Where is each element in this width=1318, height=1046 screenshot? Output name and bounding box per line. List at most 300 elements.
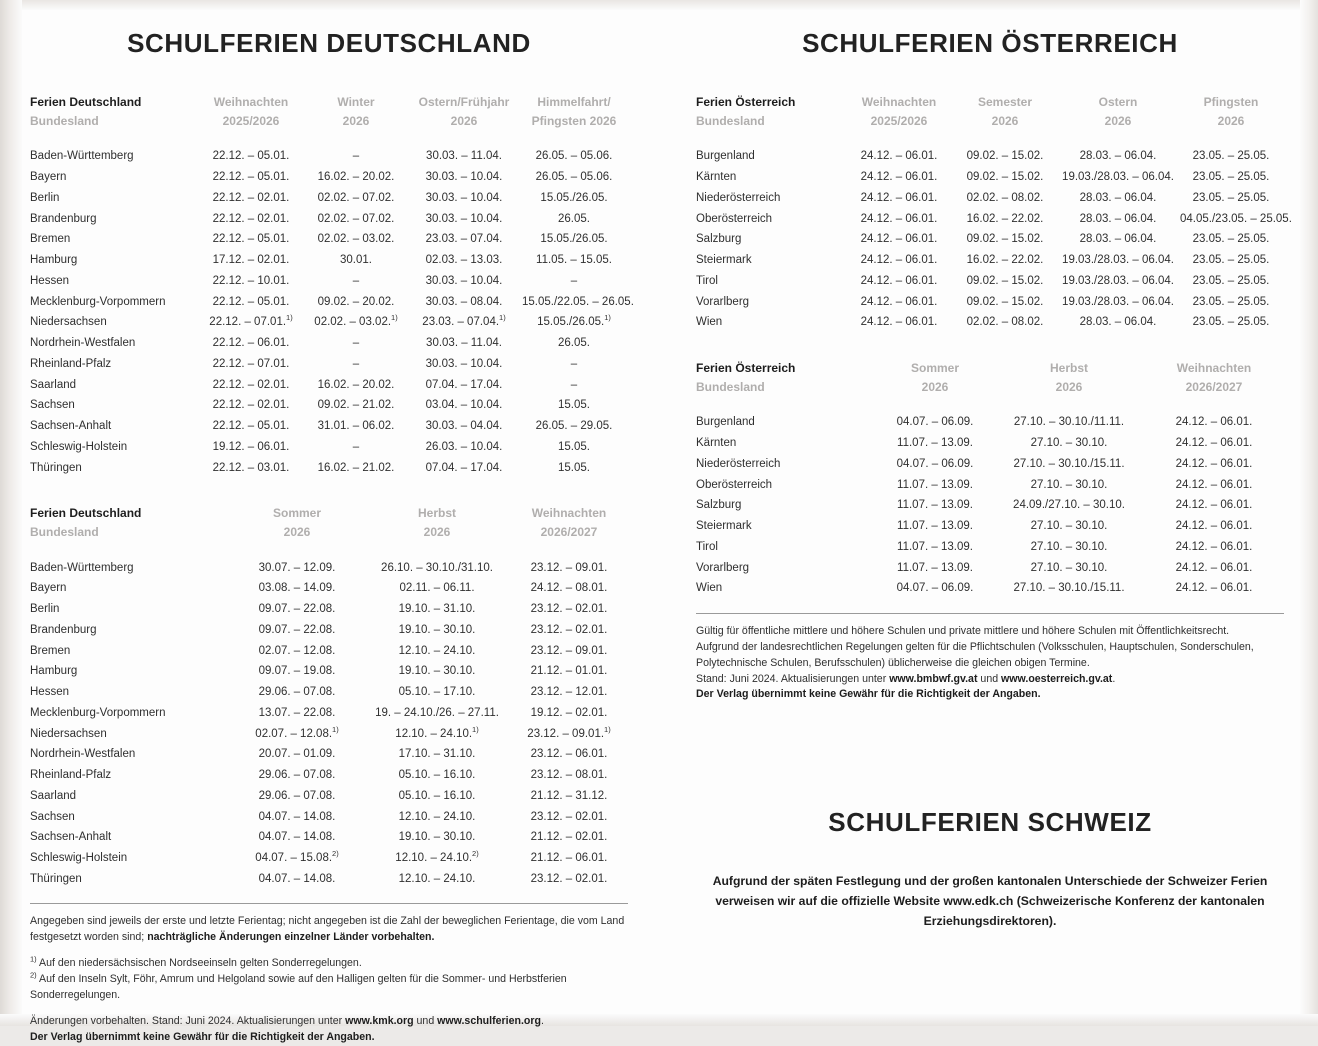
cell-date-3: 30.03. – 11.04. bbox=[426, 337, 502, 350]
header-label: Weihnachten bbox=[1176, 360, 1252, 375]
table-row bbox=[696, 188, 1284, 209]
cell-date-1: 29.06. – 07.08. bbox=[258, 686, 336, 699]
germany-section bbox=[30, 28, 634, 1046]
cell-date-2: 09.02. – 15.02. bbox=[966, 150, 1044, 163]
header-cell-ostern bbox=[1058, 93, 1178, 134]
cell-date-1: 30.07. – 12.09. bbox=[258, 561, 336, 574]
table-row bbox=[30, 599, 628, 620]
table-row bbox=[30, 437, 628, 458]
cell-bundesland: Mecklenburg-Vorpommern bbox=[30, 295, 166, 308]
cell-date-3: 03.04. – 10.04. bbox=[425, 399, 503, 412]
cell-date-3: 23.12. – 12.01. bbox=[530, 686, 608, 699]
cell-date-2: 27.10. – 30.10. bbox=[1030, 520, 1108, 533]
table-spacer bbox=[696, 333, 1284, 359]
cell-date-1: 17.12. – 02.01. bbox=[212, 254, 290, 267]
table-row bbox=[30, 723, 628, 744]
cell-date-2: – bbox=[352, 274, 360, 287]
cell-bundesland: Schleswig-Holstein bbox=[30, 440, 128, 453]
cell-date-1: 04.07. – 15.08.$^{2)}$ bbox=[255, 849, 339, 865]
cell-date-3: 19.03./28.03. – 06.04. bbox=[1062, 254, 1174, 267]
table-row bbox=[30, 250, 628, 271]
table-row bbox=[30, 786, 628, 807]
cell-date-3: 28.03. – 06.04. bbox=[1079, 316, 1157, 329]
cell-date-2: 30.01. bbox=[340, 254, 372, 267]
table-row bbox=[30, 682, 628, 703]
cell-date-4: 15.05./26.05. bbox=[540, 233, 608, 246]
table-row bbox=[696, 229, 1284, 250]
table-row bbox=[696, 495, 1284, 516]
cell-bundesland: Rheinland-Pfalz bbox=[30, 357, 112, 370]
germany-footnote-2 bbox=[30, 972, 628, 1004]
table-row bbox=[30, 869, 628, 890]
cell-date-3: 21.12. – 02.01. bbox=[530, 831, 608, 844]
header-cell-bundesland bbox=[696, 93, 846, 134]
header-cell-herbst bbox=[994, 359, 1144, 400]
cell-date-3: 24.12. – 06.01. bbox=[1175, 540, 1253, 553]
cell-bundesland: Nordrhein-Westfalen bbox=[30, 337, 136, 350]
header-label: Ostern/Frühjahr bbox=[418, 95, 510, 109]
footnote-marker: 2) bbox=[472, 849, 479, 859]
header-year: 2026 bbox=[1217, 113, 1245, 128]
cell-bundesland: Brandenburg bbox=[30, 623, 97, 636]
germany-note-stand bbox=[30, 1014, 628, 1030]
cell-date-3: 30.03. – 10.04. bbox=[425, 171, 503, 184]
cell-date-2: 16.02. – 20.02. bbox=[317, 378, 395, 391]
cell-date-4: 15.05./26.05. bbox=[540, 191, 608, 204]
cell-date-1: 11.07. – 13.09. bbox=[897, 499, 973, 512]
cell-date-4: 15.05./22.05. – 26.05. bbox=[522, 295, 634, 308]
cell-date-2: 09.02. – 21.02. bbox=[317, 399, 395, 412]
table-row bbox=[696, 312, 1284, 333]
cell-date-1: 02.07. – 12.08.$^{1)}$ bbox=[255, 724, 339, 740]
cell-bundesland: Schleswig-Holstein bbox=[30, 852, 128, 865]
cell-date-3: 19.03./28.03. – 06.04. bbox=[1062, 274, 1174, 287]
cell-date-3: 30.03. – 10.04. bbox=[425, 212, 503, 225]
cell-bundesland: Baden-Württemberg bbox=[30, 150, 134, 163]
header-cell-sommer bbox=[876, 359, 994, 400]
table-spacer bbox=[30, 478, 628, 504]
header-year: 2026/2027 bbox=[540, 524, 598, 539]
cell-date-4: – bbox=[570, 378, 578, 391]
header-year: 2026 bbox=[342, 113, 370, 128]
header-label: Herbst bbox=[1049, 360, 1088, 375]
cell-bundesland: Salzburg bbox=[696, 499, 742, 512]
table-row bbox=[30, 374, 628, 395]
header-year: 2026 bbox=[921, 379, 949, 394]
table-row bbox=[30, 395, 628, 416]
cell-date-1: 13.07. – 22.08. bbox=[258, 706, 336, 719]
cell-bundesland: Nordrhein-Westfalen bbox=[30, 748, 136, 761]
cell-date-2: 27.10. – 30.10. bbox=[1030, 478, 1108, 491]
cell-date-1: 22.12. – 05.01. bbox=[212, 295, 290, 308]
cell-date-3: 24.12. – 06.01. bbox=[1175, 416, 1253, 429]
cell-date-3: 21.12. – 06.01. bbox=[530, 852, 608, 865]
cell-bundesland: Hamburg bbox=[30, 254, 78, 267]
kmk-link[interactable]: www.kmk.org bbox=[345, 1014, 414, 1027]
cell-date-2: 09.02. – 15.02. bbox=[966, 233, 1044, 246]
header-label: Semester bbox=[977, 95, 1033, 109]
cell-date-3: 28.03. – 06.04. bbox=[1079, 150, 1157, 163]
table-row bbox=[696, 291, 1284, 312]
header-cell-himmelfahrt bbox=[520, 93, 628, 134]
cell-date-3: 28.03. – 06.04. bbox=[1079, 233, 1157, 246]
cell-date-3: 19.03./28.03. – 06.04. bbox=[1062, 295, 1174, 308]
cell-bundesland: Tirol bbox=[696, 540, 718, 553]
table-header-row bbox=[696, 93, 1284, 134]
cell-date-2: 02.11. – 06.11. bbox=[399, 582, 475, 595]
austria-table-winter-body bbox=[696, 146, 1292, 333]
table-header-row bbox=[30, 93, 628, 134]
cell-date-2: 26.10. – 30.10./31.10. bbox=[381, 561, 493, 574]
cell-date-1: 22.12. – 05.01. bbox=[212, 233, 290, 246]
cell-date-2: 16.02. – 20.02. bbox=[317, 171, 395, 184]
bmbwf-link[interactable]: www.bmbwf.gv.at bbox=[889, 672, 978, 685]
cell-bundesland: Oberösterreich bbox=[696, 478, 773, 491]
footnote-text-2: Auf den Inseln Sylt, Föhr, Amrum und Helgoland sowie auf den Halligen gelten für die Sommer- und Herbstferien Sonderregelungen. bbox=[30, 973, 567, 1001]
cell-date-3: 30.03. – 10.04. bbox=[425, 191, 503, 204]
cell-date-3: 24.12. – 06.01. bbox=[1175, 499, 1253, 512]
footnote-marker-1: 1) bbox=[30, 954, 37, 964]
austria-section bbox=[696, 28, 1292, 932]
cell-date-1: 09.07. – 22.08. bbox=[258, 603, 336, 616]
header-title-line1: Ferien Österreich bbox=[696, 95, 796, 109]
cell-date-1: 09.07. – 19.08. bbox=[258, 665, 336, 678]
cell-date-4: – bbox=[570, 357, 578, 370]
cell-date-3: 02.03. – 13.03. bbox=[425, 254, 503, 267]
germany-table-summer-body bbox=[30, 557, 628, 889]
cell-bundesland: Sachsen-Anhalt bbox=[30, 420, 112, 433]
cell-date-3: 23.12. – 02.01. bbox=[530, 810, 608, 823]
header-label: Sommer bbox=[272, 506, 322, 521]
table-row bbox=[696, 146, 1284, 167]
cell-date-3: 23.12. – 06.01. bbox=[530, 748, 608, 761]
header-year: 2026 bbox=[1104, 113, 1132, 128]
cell-date-2: 02.02. – 08.02. bbox=[966, 191, 1044, 204]
cell-date-2: 05.10. – 16.10. bbox=[398, 769, 476, 782]
oesterreich-link[interactable]: www.oesterreich.gv.at bbox=[1001, 672, 1113, 685]
cell-date-3: 21.12. – 31.12. bbox=[530, 789, 608, 802]
cell-date-2: 02.02. – 08.02. bbox=[966, 316, 1044, 329]
cell-date-2: 19. – 24.10./26. – 27.11. bbox=[375, 706, 499, 719]
cell-date-3: 23.12. – 08.01. bbox=[530, 769, 608, 782]
table-row bbox=[30, 312, 628, 333]
cell-bundesland: Tirol bbox=[696, 274, 718, 287]
cell-date-3: 30.03. – 04.04. bbox=[425, 420, 503, 433]
cell-date-2: 02.02. – 07.02. bbox=[317, 212, 395, 225]
cell-date-4: 23.05. – 25.05. bbox=[1192, 191, 1270, 204]
cell-bundesland: Niedersachsen bbox=[30, 316, 107, 329]
stand-plain-1: Stand: Juni 2024. Aktualisierungen unter bbox=[696, 672, 890, 685]
table-row bbox=[696, 474, 1284, 495]
cell-date-1: 20.07. – 01.09. bbox=[258, 748, 336, 761]
cell-date-1: 02.07. – 12.08. bbox=[258, 644, 336, 657]
cell-date-1: 04.07. – 06.09. bbox=[896, 416, 974, 429]
cell-date-1: 24.12. – 06.01. bbox=[860, 254, 938, 267]
cell-date-4: 26.05. bbox=[558, 212, 590, 225]
cell-date-1: 04.07. – 14.08. bbox=[258, 872, 336, 885]
table-row bbox=[696, 433, 1284, 454]
header-cell-weihnachten bbox=[510, 504, 628, 545]
cell-date-3: 26.03. – 10.04. bbox=[425, 440, 503, 453]
cell-date-1: 22.12. – 06.01. bbox=[212, 337, 290, 350]
footnote-marker: 1) bbox=[499, 313, 506, 323]
table-row bbox=[30, 291, 628, 312]
header-label: Weihnachten bbox=[213, 95, 289, 109]
header-cell-weihnachten bbox=[198, 93, 304, 134]
table-row bbox=[30, 661, 628, 682]
cell-bundesland: Wien bbox=[696, 582, 723, 595]
cell-date-2: 09.02. – 15.02. bbox=[966, 274, 1044, 287]
header-title-line1: Ferien Deutschland bbox=[30, 506, 142, 521]
stand-plain-2: und bbox=[413, 1014, 438, 1027]
cell-date-1: 11.07. – 13.09. bbox=[897, 437, 973, 450]
cell-date-2: 27.10. – 30.10./11.11. bbox=[1013, 416, 1125, 429]
header-cell-bundesland bbox=[30, 93, 198, 134]
cell-date-3: 28.03. – 06.04. bbox=[1079, 191, 1157, 204]
cell-bundesland: Steiermark bbox=[696, 520, 752, 533]
cell-date-3: 24.12. – 06.01. bbox=[1175, 582, 1253, 595]
note-intro-plain: Angegeben sind jeweils der erste und letzte Ferientag; nicht angegeben ist die Zahl der beweglichen Ferientage, die vom Land festgesetzt worden sind; bbox=[30, 915, 625, 944]
cell-date-3: 19.12. – 02.01. bbox=[530, 706, 608, 719]
cell-date-2: – bbox=[352, 440, 360, 453]
header-label: Weihnachten bbox=[531, 506, 607, 521]
cell-bundesland: Oberösterreich bbox=[696, 212, 773, 225]
header-cell-bundesland bbox=[30, 504, 230, 545]
cell-date-1: 22.12. – 05.01. bbox=[212, 171, 290, 184]
header-title-line2: Bundesland bbox=[30, 113, 99, 128]
cell-date-3: 24.12. – 06.01. bbox=[1175, 437, 1253, 450]
table-row bbox=[696, 516, 1284, 537]
cell-date-1: 22.12. – 02.01. bbox=[212, 378, 290, 391]
cell-bundesland: Kärnten bbox=[696, 437, 737, 450]
cell-date-3: 24.12. – 06.01. bbox=[1175, 478, 1253, 491]
cell-date-3: 23.12. – 02.01. bbox=[530, 603, 608, 616]
cell-date-2: 27.10. – 30.10./15.11. bbox=[1013, 582, 1125, 595]
table-row bbox=[696, 250, 1284, 271]
cell-date-2: 19.10. – 30.10. bbox=[398, 831, 476, 844]
table-row bbox=[30, 188, 628, 209]
cell-bundesland: Hessen bbox=[30, 274, 69, 287]
cell-bundesland: Berlin bbox=[30, 603, 60, 616]
table-row bbox=[30, 271, 628, 292]
cell-date-2: 24.09./27.10. – 30.10. bbox=[1013, 499, 1125, 512]
cell-date-1: 24.12. – 06.01. bbox=[860, 171, 938, 184]
cell-date-2: – bbox=[352, 150, 360, 163]
cell-date-1: 24.12. – 06.01. bbox=[860, 274, 938, 287]
table-row bbox=[696, 557, 1284, 578]
cell-date-3: 19.03./28.03. – 06.04. bbox=[1062, 171, 1174, 184]
cell-date-3: 23.03. – 07.04.$^{1)}$ bbox=[422, 313, 506, 329]
cell-bundesland: Sachsen bbox=[30, 399, 75, 412]
cell-date-4: 15.05./26.05.$^{1)}$ bbox=[537, 313, 611, 329]
cell-date-1: 24.12. – 06.01. bbox=[860, 150, 938, 163]
cell-date-2: 19.10. – 30.10. bbox=[398, 623, 476, 636]
header-label: Winter bbox=[337, 95, 375, 109]
germany-title: SCHULFERIEN DEUTSCHLAND bbox=[127, 28, 531, 58]
cell-bundesland: Hessen bbox=[30, 686, 69, 699]
cell-bundesland: Berlin bbox=[30, 191, 60, 204]
table-header-row bbox=[696, 359, 1284, 400]
cell-date-2: 09.02. – 20.02. bbox=[317, 295, 395, 308]
austria-note-line1: Gültig für öffentliche mittlere und höhere Schulen und private mittlere und höhere Schulen mit Öffentlichkeitsrecht. bbox=[696, 624, 1230, 637]
header-year: 2026 bbox=[423, 524, 451, 539]
germany-table-winter-body bbox=[30, 146, 634, 478]
cell-date-2: 02.02. – 07.02. bbox=[317, 191, 395, 204]
cell-date-2: 16.02. – 22.02. bbox=[966, 254, 1044, 267]
cell-bundesland: Niederösterreich bbox=[696, 457, 781, 470]
cell-date-1: 22.12. – 07.01.$^{1)}$ bbox=[209, 313, 293, 329]
header-title-line2: Bundesland bbox=[696, 379, 765, 394]
cell-date-1: 22.12. – 05.01. bbox=[212, 420, 290, 433]
cell-date-1: 11.07. – 13.09. bbox=[897, 520, 973, 533]
header-label: Ostern bbox=[1098, 95, 1138, 109]
stand-plain-2: und bbox=[977, 672, 1002, 685]
cell-bundesland: Salzburg bbox=[696, 233, 742, 246]
cell-bundesland: Vorarlberg bbox=[696, 295, 750, 308]
footnote-marker: 1) bbox=[604, 313, 611, 323]
table-row bbox=[30, 640, 628, 661]
header-cell-ostern bbox=[408, 93, 520, 134]
table-row bbox=[30, 557, 628, 578]
cell-date-1: 11.07. – 13.09. bbox=[897, 478, 973, 491]
table-row bbox=[30, 354, 628, 375]
cell-bundesland: Hamburg bbox=[30, 665, 78, 678]
switzerland-section bbox=[696, 807, 1284, 931]
schulferien-link[interactable]: www.schulferien.org bbox=[437, 1014, 541, 1027]
footnote-marker: 1) bbox=[604, 724, 611, 734]
header-label: Himmelfahrt/ bbox=[537, 95, 611, 109]
header-label: Herbst bbox=[417, 506, 456, 521]
cell-date-2: 27.10. – 30.10. bbox=[1030, 561, 1108, 574]
cell-date-4: 11.05. – 15.05. bbox=[536, 254, 612, 267]
table-row bbox=[30, 457, 628, 478]
cell-date-3: 23.12. – 09.01. bbox=[530, 644, 608, 657]
cell-date-1: 04.07. – 14.08. bbox=[258, 810, 336, 823]
cell-date-1: 24.12. – 06.01. bbox=[860, 233, 938, 246]
cell-date-2: 05.10. – 16.10. bbox=[398, 789, 476, 802]
table-row bbox=[30, 827, 628, 848]
note-intro-bold: nachträgliche Änderungen einzelner Länder vorbehalten. bbox=[147, 931, 435, 944]
cell-date-2: 02.02. – 03.02. bbox=[317, 233, 395, 246]
cell-date-3: 24.12. – 06.01. bbox=[1175, 457, 1253, 470]
header-label: Pfingsten bbox=[1203, 95, 1259, 109]
header-title-line2: Bundesland bbox=[696, 113, 765, 128]
cell-date-2: 17.10. – 31.10. bbox=[398, 748, 476, 761]
footnote-marker: 1) bbox=[472, 724, 479, 734]
cell-date-2: – bbox=[352, 357, 360, 370]
header-year: 2026/2027 bbox=[1185, 379, 1243, 394]
cell-bundesland: Saarland bbox=[30, 378, 77, 391]
austria-notes-divider bbox=[696, 613, 1284, 614]
header-cell-pfingsten bbox=[1178, 93, 1284, 134]
header-year: 2026 bbox=[283, 524, 311, 539]
cell-date-4: 15.05. bbox=[558, 461, 590, 474]
table-row bbox=[30, 229, 628, 250]
cell-bundesland: Bayern bbox=[30, 171, 67, 184]
cell-date-1: 22.12. – 03.01. bbox=[212, 461, 290, 474]
footnote-marker: 1) bbox=[332, 724, 339, 734]
cell-date-1: 29.06. – 07.08. bbox=[258, 789, 336, 802]
header-cell-bundesland bbox=[696, 359, 876, 400]
cell-date-1: 24.12. – 06.01. bbox=[860, 212, 938, 225]
header-cell-weihnachten bbox=[1144, 359, 1284, 400]
header-cell-semester bbox=[952, 93, 1058, 134]
cell-date-1: 04.07. – 14.08. bbox=[258, 831, 336, 844]
cell-date-3: 24.12. – 06.01. bbox=[1175, 561, 1253, 574]
cell-date-4: 23.05. – 25.05. bbox=[1192, 295, 1270, 308]
cell-date-3: 23.12. – 09.01. bbox=[530, 561, 608, 574]
table-row bbox=[30, 416, 628, 437]
stand-plain-1: Änderungen vorbehalten. Stand: Juni 2024. Aktualisierungen unter bbox=[30, 1014, 346, 1027]
cell-bundesland: Steiermark bbox=[696, 254, 752, 267]
cell-date-2: 27.10. – 30.10. bbox=[1030, 437, 1108, 450]
footnote-marker: 2) bbox=[332, 849, 339, 859]
cell-date-2: 16.02. – 21.02. bbox=[317, 461, 395, 474]
table-row bbox=[696, 208, 1284, 229]
cell-date-3: 23.12. – 02.01. bbox=[530, 623, 608, 636]
cell-date-1: 19.12. – 06.01. bbox=[212, 440, 290, 453]
austria-title: SCHULFERIEN ÖSTERREICH bbox=[802, 28, 1178, 58]
austria-note-line2: Aufgrund der landesrechtlichen Regelungen gelten für die Pflichtschulen (Volksschulen, Hauptschulen, Sonderschulen, Polytechnische Schulen, Berufsschulen) üblicherweise die gleichen obigen Termine. bbox=[696, 640, 1254, 669]
table-row bbox=[30, 703, 628, 724]
cell-date-3: 24.12. – 08.01. bbox=[530, 582, 608, 595]
footnote-text-1: Auf den niedersächsischen Nordseeinseln gelten Sonderregelungen. bbox=[36, 957, 362, 970]
cell-bundesland: Thüringen bbox=[30, 461, 82, 474]
cell-bundesland: Kärnten bbox=[696, 171, 737, 184]
cell-date-4: 04.05./23.05. – 25.05. bbox=[1180, 212, 1292, 225]
cell-date-3: 23.03. – 07.04. bbox=[425, 233, 503, 246]
cell-date-4: 23.05. – 25.05. bbox=[1192, 254, 1270, 267]
cell-date-2: 05.10. – 17.10. bbox=[398, 686, 476, 699]
austria-note-stand bbox=[696, 672, 1284, 688]
table-row bbox=[696, 537, 1284, 558]
cell-bundesland: Wien bbox=[696, 316, 723, 329]
header-year: 2026 bbox=[450, 113, 478, 128]
table-row bbox=[696, 454, 1284, 475]
cell-date-1: 22.12. – 02.01. bbox=[212, 399, 290, 412]
cell-date-3: 30.03. – 11.04. bbox=[426, 150, 502, 163]
cell-date-3: 30.03. – 10.04. bbox=[425, 274, 503, 287]
austria-table-summer bbox=[696, 359, 1284, 599]
cell-date-2: 27.10. – 30.10. bbox=[1030, 540, 1108, 553]
austria-table-winter bbox=[696, 93, 1292, 333]
cell-bundesland: Bremen bbox=[30, 644, 71, 657]
header-title-line2: Bundesland bbox=[30, 524, 99, 539]
cell-date-4: 15.05. bbox=[558, 440, 590, 453]
table-header-row bbox=[30, 504, 628, 545]
switzerland-title: SCHULFERIEN SCHWEIZ bbox=[828, 807, 1152, 838]
footnote-marker-2: 2) bbox=[30, 970, 37, 980]
header-year: 2026 bbox=[1055, 379, 1083, 394]
cell-date-1: 11.07. – 13.09. bbox=[897, 561, 973, 574]
header-cell-winter bbox=[304, 93, 408, 134]
cell-bundesland: Baden-Württemberg bbox=[30, 561, 134, 574]
cell-bundesland: Brandenburg bbox=[30, 212, 97, 225]
table-row bbox=[696, 271, 1284, 292]
table-row bbox=[30, 333, 628, 354]
cell-date-3: 23.12. – 02.01. bbox=[530, 872, 608, 885]
table-row bbox=[30, 806, 628, 827]
cell-date-3: 28.03. – 06.04. bbox=[1079, 212, 1157, 225]
cell-date-4: 26.05. bbox=[558, 337, 590, 350]
cell-date-2: 27.10. – 30.10./15.11. bbox=[1013, 457, 1125, 470]
austria-disclaimer bbox=[696, 687, 1284, 703]
header-cell-herbst bbox=[364, 504, 510, 545]
cell-date-1: 24.12. – 06.01. bbox=[860, 191, 938, 204]
table-row bbox=[696, 167, 1284, 188]
cell-date-4: 26.05. – 05.06. bbox=[535, 150, 613, 163]
cell-date-2: 16.02. – 22.02. bbox=[966, 212, 1044, 225]
